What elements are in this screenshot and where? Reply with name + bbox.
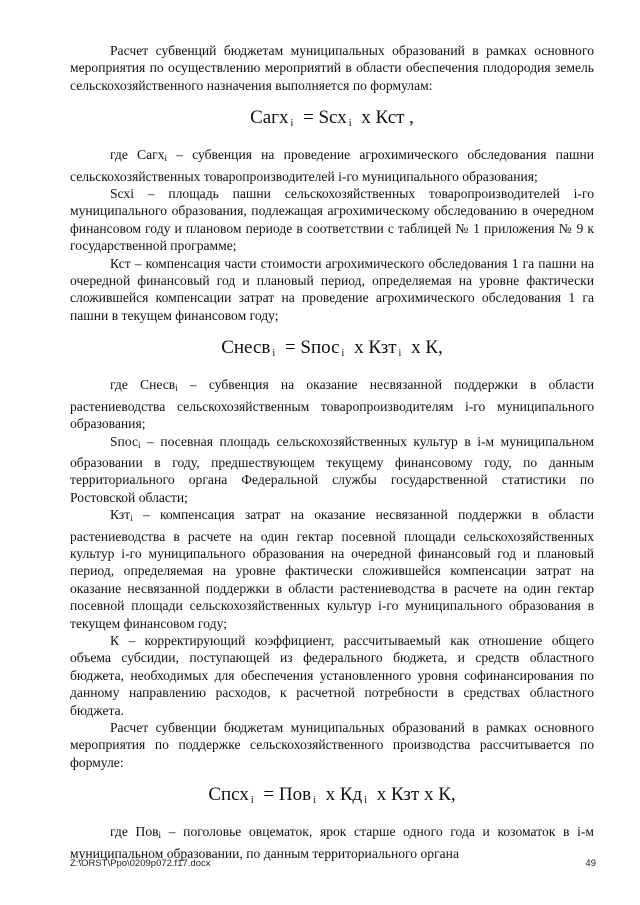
formula-eq: = — [280, 337, 301, 359]
formula-term: х Кд — [320, 784, 363, 806]
page-footer — [70, 858, 596, 869]
formula-eq: = — [298, 107, 319, 129]
definition-text: – посевная площадь сельскохозяйственных культур в i-м муниципальном образовании в году, предшествующем текущему финансовому году, по данным территориального органа Федеральной службы государственной статистики по Ростовской области; — [70, 433, 594, 505]
definition-pov — [70, 823, 594, 862]
formula-subscript: i — [348, 118, 352, 130]
formula-term: х Кзт — [349, 337, 397, 359]
definition-text: – субвенция на проведение агрохимического обследования пашни сельскохозяйственных товаропроизводителей i-го муниципального образования; — [70, 147, 594, 184]
formula-term: Сагх — [250, 107, 289, 129]
definition-k: К – корректирующий коэффициент, рассчитываемый как отношение общего объема субсидии, поступающей из федерального бюджета, и средств областного бюджета, необходимых для обеспечения установленного уровня софинансирования по данному направлению расходов, к расчетной потребности в средствах областного бюджета. — [70, 632, 594, 718]
definition-lead: Кзт — [110, 507, 131, 523]
definition-text: – поголовье овцематок, ярок старше одного года и козоматок в i-м муниципальном образовании, по данным территориального органа — [70, 824, 595, 861]
formula-term: х К, — [406, 337, 443, 359]
definition-subscript: i — [158, 830, 162, 841]
formula-agrochem — [70, 106, 594, 136]
intro2-paragraph: Расчет субвенции бюджетам муниципальных образований в рамках основного мероприятия по поддержке сельскохозяйственного производства рассчитывается по формуле: — [70, 720, 594, 770]
formula-term: Sпос — [300, 337, 340, 359]
definition-snesv — [70, 376, 594, 432]
formula-subscript: i — [341, 348, 345, 360]
definition-lead: Sпос — [110, 433, 139, 449]
formula-subscript: i — [398, 348, 402, 360]
definition-subscript: i — [130, 513, 133, 524]
definition-text: – субвенция на оказание несвязанной поддержки в области растениеводства сельскохозяйственным товаропроизводителям i-го муниципального образования; — [70, 377, 594, 432]
formula-spsh — [70, 783, 594, 813]
definition-subscript: i — [175, 383, 178, 394]
file-path: Z:\ORST\Ppo\0209p072.f17.docx — [70, 858, 211, 869]
definition-subscript: i — [138, 439, 141, 450]
intro-paragraph: Расчет субвенций бюджетам муниципальных образований в рамках основного мероприятия по осуществлению мероприятий в области обеспечения плодородия земель сельскохозяйственного назначения выполняется по формулам: — [70, 43, 594, 93]
definition-text: – компенсация затрат на оказание несвязанной поддержки в области растениеводства в расчете на один гектар посевной площади сельскохозяйственных культур i-го муниципального образования на очередной финансовый год и плановый период, определяемая на уровне фактически сложившейся компенсации затрат на оказание несвязанной поддержки в области растениеводства в расчете на один гектар посевной площади сельскохозяйственных культур i-го муниципального образования в текущем финансовом году; — [70, 507, 594, 631]
definition-ssh: Sсхi – площадь пашни сельскохозяйственных товаропроизводителей i-го муниципального образования, подлежащая агрохимическому обследованию в очередном финансовом году и плановом периоде в соответствии с таблицей № 1 приложения № 9 к государственной программе; — [70, 186, 594, 254]
formula-nesv — [70, 336, 594, 366]
definition-spos — [70, 433, 594, 507]
definition-lead: где Сагх — [110, 147, 165, 163]
definition-lead: где Пов — [110, 824, 159, 840]
formula-subscript: i — [290, 118, 294, 130]
formula-term: х Кст , — [356, 107, 414, 129]
formula-term: Спсх — [208, 784, 249, 806]
formula-subscript: i — [364, 795, 367, 807]
formula-eq: = — [258, 784, 279, 806]
formula-subscript: i — [272, 348, 276, 360]
formula-subscript: i — [313, 795, 316, 807]
formula-term: х Кзт х К, — [371, 784, 456, 806]
document-page — [70, 42, 594, 862]
definition-subscript: i — [164, 153, 168, 164]
definition-sagh — [70, 146, 594, 185]
formula-term: Пов — [278, 784, 312, 806]
definition-lead: где Снесв — [110, 377, 176, 393]
definition-kst: Кст – компенсация части стоимости агрохимического обследования 1 га пашни на очередной финансовый год и плановый период, определяемая на уровне фактически сложившейся компенсации затрат на проведение агрохимического обследования 1 га пашни в текущем финансовом году; — [70, 255, 594, 323]
page-number: 49 — [585, 858, 596, 869]
formula-subscript: i — [250, 795, 254, 807]
formula-term: Sсх — [318, 107, 347, 129]
formula-term: Снесв — [221, 337, 271, 359]
definition-kzt — [70, 506, 594, 632]
